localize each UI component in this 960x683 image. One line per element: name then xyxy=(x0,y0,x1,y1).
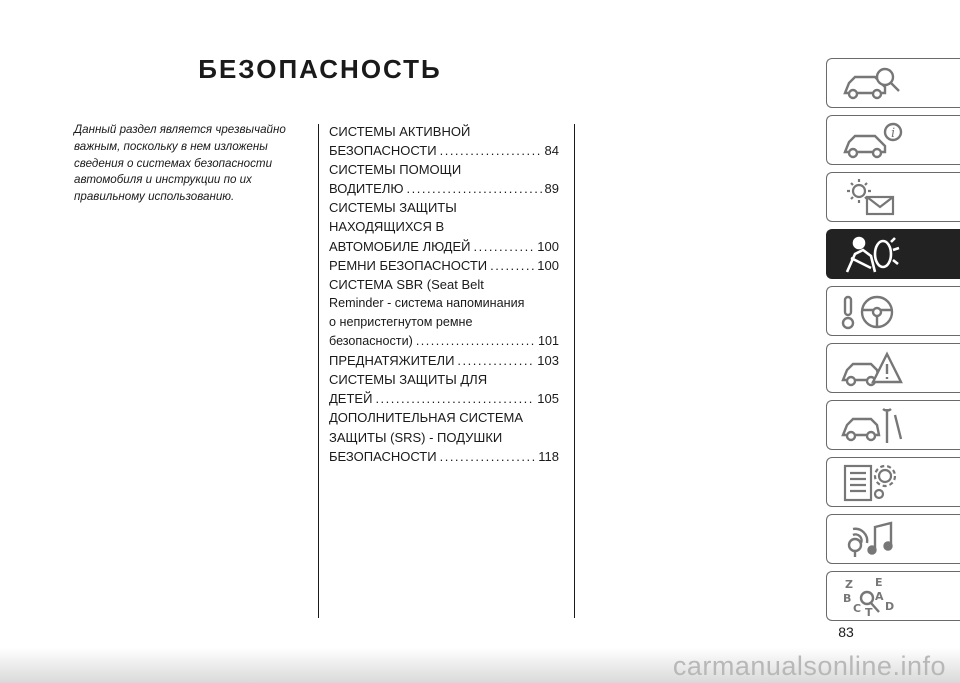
svg-text:C: C xyxy=(853,602,862,615)
tab-technical-data[interactable] xyxy=(826,457,960,507)
warning-light-message-icon xyxy=(841,177,905,219)
toc-page-number: 103 xyxy=(537,353,559,369)
tab-getting-to-know[interactable] xyxy=(826,58,960,108)
steering-wheel-icon xyxy=(841,291,905,333)
page-title: БЕЗОПАСНОСТЬ xyxy=(198,54,442,84)
svg-text:D: D xyxy=(885,600,895,613)
svg-text:B: B xyxy=(843,592,852,605)
watermark-band xyxy=(0,648,960,683)
toc-page-number: 100 xyxy=(537,257,559,273)
table-of-contents xyxy=(329,122,559,466)
tab-warning-lights[interactable] xyxy=(826,172,960,222)
toc-page-number: 105 xyxy=(537,391,559,407)
car-info-icon xyxy=(841,120,905,162)
specs-gear-icon xyxy=(841,462,905,504)
svg-text:A: A xyxy=(875,590,884,603)
car-emergency-icon xyxy=(841,348,905,390)
watermark-text: carmanualsonline.info xyxy=(672,651,946,681)
toc-page-number: 118 xyxy=(538,448,559,464)
toc-entry-driver-assist[interactable]: СИСТЕМЫ ПОМОЩИ ВОДИТЕЛЮ ..... 89 xyxy=(329,160,559,198)
toc-entry-child-restraint[interactable]: СИСТЕМЫ ЗАЩИТЫ ДЛЯ ДЕТЕЙ ..... 105 xyxy=(329,370,559,408)
section-intro: Данный раздел является чрезвычайно важным, поскольку в нем изложены сведения о системах безопасности автомобиля и инструкции по их правильному использованию. xyxy=(74,123,286,204)
index-letters-icon xyxy=(841,576,905,618)
tab-index[interactable] xyxy=(826,571,960,621)
tab-dashboard[interactable] xyxy=(826,115,960,165)
column-divider-left xyxy=(318,124,319,618)
tab-maintenance[interactable] xyxy=(826,400,960,450)
page-number: 83 xyxy=(838,624,854,640)
toc-page-number: 84 xyxy=(544,143,559,159)
toc-page-number: 100 xyxy=(537,238,559,254)
toc-entry-occupant-protection[interactable]: СИСТЕМЫ ЗАЩИТЫ НАХОДЯЩИХСЯ В АВТОМОБИЛЕ ЛЮДЕЙ ..... 100 xyxy=(329,198,559,255)
tab-emergency[interactable] xyxy=(826,343,960,393)
column-divider-right xyxy=(574,124,575,618)
svg-text:E: E xyxy=(875,576,883,589)
safety-airbag-icon xyxy=(841,234,905,276)
car-service-icon xyxy=(841,405,905,447)
car-search-icon xyxy=(841,63,905,105)
multimedia-icon xyxy=(841,519,905,561)
svg-text:T: T xyxy=(865,606,873,618)
toc-entry-sbr[interactable]: СИСТЕМА SBR (Seat Belt Reminder - система напоминания о непристегнутом ремне безопасности) ..... 101 xyxy=(329,275,559,351)
toc-page-number: 101 xyxy=(537,334,559,349)
tab-safety[interactable] xyxy=(826,229,960,279)
toc-entry-srs-airbags[interactable]: ДОПОЛНИТЕЛЬНАЯ СИСТЕМА ЗАЩИТЫ (SRS) - ПОДУШКИ БЕЗОПАСНОСТИ ..... 118 xyxy=(329,408,559,465)
toc-page-number: 89 xyxy=(544,181,559,197)
toc-entry-active-safety[interactable]: СИСТЕМЫ АКТИВНОЙ БЕЗОПАСНОСТИ ..... 84 xyxy=(329,122,559,160)
tab-multimedia[interactable] xyxy=(826,514,960,564)
tab-starting-driving[interactable] xyxy=(826,286,960,336)
toc-entry-seat-belts[interactable]: РЕМНИ БЕЗОПАСНОСТИ ..... 100 xyxy=(329,256,559,275)
toc-entry-pretensioners[interactable]: ПРЕДНАТЯЖИТЕЛИ ..... 103 xyxy=(329,351,559,370)
svg-text:Z: Z xyxy=(845,578,853,591)
svg-text:i: i xyxy=(891,126,896,141)
